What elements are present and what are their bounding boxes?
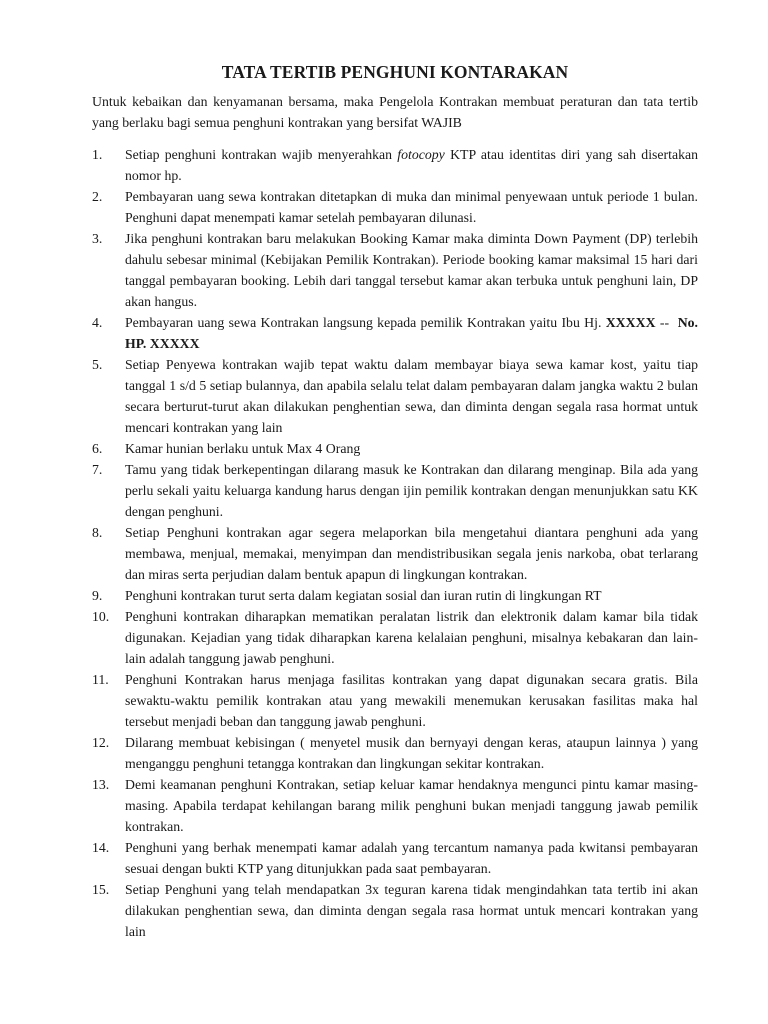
rule-item-3 bbox=[92, 228, 698, 312]
rule-text: Jika penghuni kontrakan baru melakukan Booking Kamar maka diminta Down Payment (DP) terlebih dahulu sebesar minimal (Kebijakan Pemilik Kontrakan). Periode booking kamar maksimal 15 hari dari tanggal pembayaran booking. Lebih dari tanggal tersebut kamar akan terbuka untuk penghuni lain, DP akan hangus. bbox=[125, 231, 698, 309]
rule-item-9 bbox=[92, 585, 698, 606]
rule-item-11 bbox=[92, 669, 698, 732]
owner-phone-placeholder: No. HP. XXXXX bbox=[125, 315, 698, 351]
rule-text: Setiap Penghuni kontrakan agar segera melaporkan bila mengetahui diantara penghuni ada yang membawa, menjual, memakai, menyimpan dan mendistribusikan segala jenis narkoba, obat terlarang dan miras serta perjudian dalam bentuk apapun di lingkungan kontrakan. bbox=[125, 525, 698, 582]
rule-item-7 bbox=[92, 459, 698, 522]
rule-item-14 bbox=[92, 837, 698, 879]
rule-text: Setiap Penyewa kontrakan wajib tepat waktu dalam membayar biaya sewa kamar kost, yaitu tiap tanggal 1 s/d 5 setiap bulannya, dan apabila selalu telat dalam pembayaran dalam jangka waktu 2 bulan secara berturut-turut akan dilakukan penghentian sewa, dan diminta dengan segala rasa hormat untuk mencari kontrakan yang lain bbox=[125, 357, 698, 435]
rule-item-6 bbox=[92, 438, 698, 459]
rule-text: Pembayaran uang sewa kontrakan ditetapkan di muka dan minimal penyewaan untuk periode 1 bulan. Penghuni dapat menempati kamar setelah pembayaran dilunasi. bbox=[125, 189, 698, 225]
rule-number: 4. bbox=[92, 315, 103, 330]
rule-item-15 bbox=[92, 879, 698, 942]
rule-item-2 bbox=[92, 186, 698, 228]
rule-number: 10. bbox=[92, 609, 110, 624]
rule-number: 9. bbox=[92, 588, 103, 603]
rule-text: Kamar hunian berlaku untuk Max 4 Orang bbox=[125, 441, 361, 456]
rule-number: 1. bbox=[92, 147, 103, 162]
rule-number: 11. bbox=[92, 672, 109, 687]
rule-text: Penghuni kontrakan diharapkan mematikan peralatan listrik dan elektronik dalam kamar bila tidak digunakan. Kejadian yang tidak diharapkan karena kelalaian penghuni, misalnya kebakaran dan lain-lain adalah tanggung jawab penghuni. bbox=[125, 609, 698, 666]
rule-number: 8. bbox=[92, 525, 103, 540]
rule-text: Tamu yang tidak berkepentingan dilarang masuk ke Kontrakan dan dilarang menginap. Bila ada yang perlu sekali yaitu keluarga kandung harus dengan ijin pemilik kontrakan dengan menunjukkan satu KK dengan penghuni. bbox=[125, 462, 698, 519]
separator: -- bbox=[659, 315, 670, 330]
rule-number: 15. bbox=[92, 882, 110, 897]
rule-text-part: KTP atau identitas diri yang sah disertakan nomor hp. bbox=[125, 147, 699, 183]
rule-number: 2. bbox=[92, 189, 103, 204]
rule-number: 7. bbox=[92, 462, 103, 477]
rule-number: 6. bbox=[92, 441, 103, 456]
rule-text bbox=[125, 312, 698, 354]
rule-item-4 bbox=[92, 312, 698, 354]
rule-number: 12. bbox=[92, 735, 110, 750]
rule-text-part: Setiap penghuni kontrakan wajib menyerahkan bbox=[125, 147, 393, 162]
rule-number: 3. bbox=[92, 231, 103, 246]
rule-text bbox=[125, 144, 698, 186]
rule-item-13 bbox=[92, 774, 698, 837]
rule-number: 14. bbox=[92, 840, 110, 855]
rule-text: Penghuni Kontrakan harus menjaga fasilitas kontrakan yang dapat digunakan secara gratis. Bila sewaktu-waktu pemilik kontrakan atau yang mewakili menemukan kerusakan fasilitas maka hal tersebut menjadi beban dan tanggung jawab penghuni. bbox=[125, 672, 698, 729]
rule-item-12 bbox=[92, 732, 698, 774]
rule-number: 13. bbox=[92, 777, 110, 792]
rule-text: Setiap Penghuni yang telah mendapatkan 3x teguran karena tidak mengindahkan tata tertib ini akan dilakukan penghentian sewa, dan diminta dengan segala rasa hormat untuk mencari kontrakan yang lain bbox=[125, 882, 698, 939]
rules-list bbox=[92, 144, 698, 942]
rule-text-italic: fotocopy bbox=[397, 147, 445, 162]
intro-paragraph: Untuk kebaikan dan kenyamanan bersama, maka Pengelola Kontrakan membuat peraturan dan tata tertib yang berlaku bagi semua penghuni kontrakan yang bersifat WAJIB bbox=[92, 94, 698, 130]
rule-text: Dilarang membuat kebisingan ( menyetel musik dan bernyayi dengan keras, ataupun lainnya ) yang menganggu penghuni tetangga kontrakan dan lingkungan sekitar kontrakan. bbox=[125, 735, 698, 771]
rule-text: Penghuni kontrakan turut serta dalam kegiatan sosial dan iuran rutin di lingkungan RT bbox=[125, 588, 602, 603]
owner-name-placeholder: XXXXX bbox=[605, 315, 656, 330]
rule-item-1 bbox=[92, 144, 698, 186]
rule-item-10 bbox=[92, 606, 698, 669]
rule-number: 5. bbox=[92, 357, 103, 372]
document-page bbox=[92, 62, 698, 942]
rule-item-5 bbox=[92, 354, 698, 438]
rule-item-8 bbox=[92, 522, 698, 585]
rule-text-part: Pembayaran uang sewa Kontrakan langsung kepada pemilik Kontrakan yaitu Ibu Hj. bbox=[125, 315, 602, 330]
document-title: TATA TERTIB PENGHUNI KONTARAKAN bbox=[221, 62, 569, 82]
rule-text: Demi keamanan penghuni Kontrakan, setiap keluar kamar hendaknya mengunci pintu kamar masing-masing. Apabila terdapat kehilangan barang milik penghuni bukan menjadi tanggung jawab pemilik kontrakan. bbox=[125, 777, 698, 834]
rule-text: Penghuni yang berhak menempati kamar adalah yang tercantum namanya pada kwitansi pembayaran sesuai dengan bukti KTP yang ditunjukkan pada saat pembayaran. bbox=[125, 840, 698, 876]
